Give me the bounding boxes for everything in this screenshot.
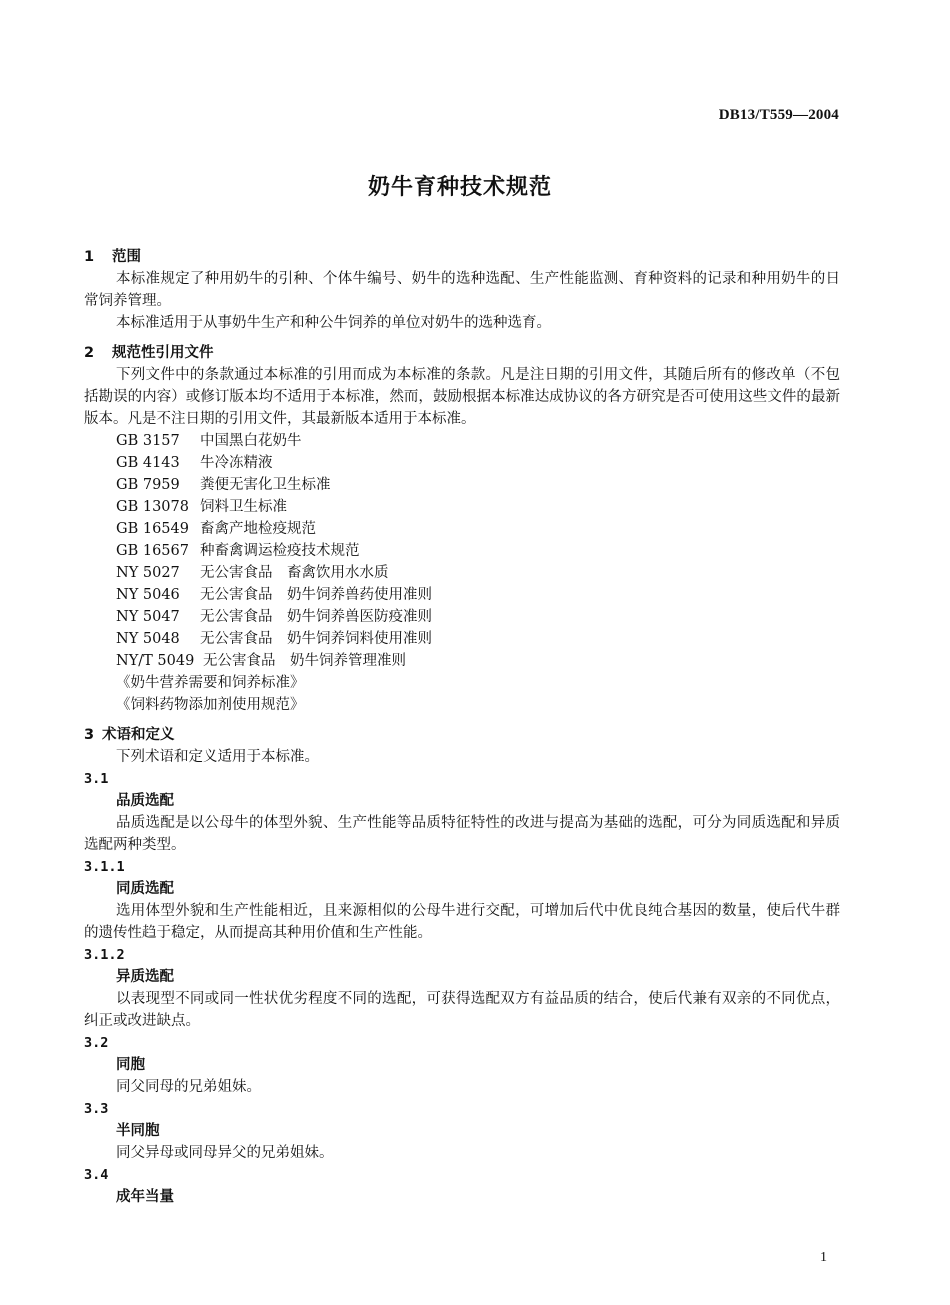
reference-code: NY 5047 bbox=[116, 609, 180, 625]
reference-item bbox=[84, 562, 840, 584]
reference-code: GB 7959 bbox=[116, 477, 180, 493]
term-number: 3.1.1 bbox=[84, 859, 125, 875]
term-number: 3.2 bbox=[84, 1035, 109, 1051]
reference-title: 无公害食品 奶牛饲养饲料使用准则 bbox=[200, 631, 432, 647]
standard-code: DB13/T559—2004 bbox=[718, 107, 839, 123]
term-number: 3.4 bbox=[84, 1167, 109, 1183]
reference-item bbox=[84, 584, 840, 606]
reference-code: GB 16549 bbox=[116, 521, 189, 537]
paragraph: 下列术语和定义适用于本标准。 bbox=[116, 749, 319, 765]
reference-item bbox=[84, 518, 840, 540]
reference-item bbox=[84, 628, 840, 650]
section-heading-terms bbox=[84, 724, 840, 746]
reference-code: NY 5046 bbox=[116, 587, 180, 603]
term-number: 3.1 bbox=[84, 771, 109, 787]
term-definition: 同父异母或同母异父的兄弟姐妹。 bbox=[116, 1145, 334, 1161]
reference-title: 种畜禽调运检疫技术规范 bbox=[200, 543, 360, 559]
term-definition: 品质选配是以公母牛的体型外貌、生产性能等品质特征特性的改进与提高为基础的选配，可分为同质选配和异质选配两种类型。 bbox=[84, 815, 840, 853]
reference-code: GB 4143 bbox=[116, 455, 180, 471]
reference-item bbox=[84, 540, 840, 562]
term-name: 成年当量 bbox=[116, 1189, 174, 1205]
section-number: 3 bbox=[84, 727, 95, 743]
paragraph: 本标准规定了种用奶牛的引种、个体牛编号、奶牛的选种选配、生产性能监测、育种资料的记录和种用奶牛的日常饲养管理。 bbox=[84, 271, 840, 309]
reference-code: NY 5048 bbox=[116, 631, 180, 647]
reference-code: GB 16567 bbox=[116, 543, 189, 559]
term-name: 半同胞 bbox=[116, 1123, 160, 1139]
reference-item bbox=[84, 606, 840, 628]
reference-title: 无公害食品 奶牛饲养管理准则 bbox=[203, 653, 406, 669]
reference-item bbox=[84, 496, 840, 518]
reference-book: 《奶牛营养需要和饲养标准》 bbox=[116, 675, 305, 691]
term-name: 品质选配 bbox=[116, 793, 174, 809]
page-number: 1 bbox=[820, 1250, 827, 1265]
term-number: 3.1.2 bbox=[84, 947, 125, 963]
reference-title: 饲料卫生标准 bbox=[200, 499, 287, 515]
reference-title: 无公害食品 奶牛饲养兽医防疫准则 bbox=[200, 609, 432, 625]
term-number: 3.3 bbox=[84, 1101, 109, 1117]
document-body bbox=[84, 246, 840, 1208]
reference-code: GB 3157 bbox=[116, 433, 180, 449]
reference-code: GB 13078 bbox=[116, 499, 189, 515]
term-definition: 选用体型外貌和生产性能相近，且来源相似的公母牛进行交配，可增加后代中优良纯合基因的数量，使后代牛群的遗传性趋于稳定，从而提高其种用价值和生产性能。 bbox=[84, 903, 840, 941]
reference-code: NY 5027 bbox=[116, 565, 180, 581]
reference-title: 牛冷冻精液 bbox=[200, 455, 273, 471]
reference-title: 畜禽产地检疫规范 bbox=[200, 521, 316, 537]
section-heading-scope bbox=[84, 246, 840, 268]
section-heading-normative-refs bbox=[84, 342, 840, 364]
paragraph: 下列文件中的条款通过本标准的引用而成为本标准的条款。凡是注日期的引用文件，其随后所有的修改单（不包括勘误的内容）或修订版本均不适用于本标准，然而，鼓励根据本标准达成协议的各方研究是否可使用这些文件的最新版本。凡是不注日期的引用文件，其最新版本适用于本标准。 bbox=[84, 367, 840, 427]
reference-item bbox=[84, 474, 840, 496]
reference-book: 《饲料药物添加剂使用规范》 bbox=[116, 697, 305, 713]
paragraph: 本标准适用于从事奶牛生产和种公牛饲养的单位对奶牛的选种选育。 bbox=[116, 315, 551, 331]
section-number: 2 bbox=[84, 345, 95, 361]
document-title: 奶牛育种技术规范 bbox=[367, 175, 552, 200]
section-title: 规范性引用文件 bbox=[112, 345, 214, 361]
term-name: 同胞 bbox=[116, 1057, 145, 1073]
reference-item bbox=[84, 430, 840, 452]
term-name: 异质选配 bbox=[116, 969, 174, 985]
reference-title: 中国黑白花奶牛 bbox=[200, 433, 302, 449]
reference-item bbox=[84, 650, 840, 672]
term-name: 同质选配 bbox=[116, 881, 174, 897]
reference-title: 无公害食品 奶牛饲养兽药使用准则 bbox=[200, 587, 432, 603]
section-title: 范围 bbox=[112, 249, 141, 265]
reference-title: 无公害食品 畜禽饮用水水质 bbox=[200, 565, 389, 581]
reference-item bbox=[84, 452, 840, 474]
reference-title: 粪便无害化卫生标准 bbox=[200, 477, 331, 493]
section-number: 1 bbox=[84, 249, 95, 265]
section-title: 术语和定义 bbox=[102, 727, 175, 743]
reference-code: NY/T 5049 bbox=[116, 653, 195, 669]
term-definition: 以表现型不同或同一性状优劣程度不同的选配，可获得选配双方有益品质的结合，使后代兼有双亲的不同优点，纠正或改进缺点。 bbox=[84, 991, 840, 1029]
term-definition: 同父同母的兄弟姐妹。 bbox=[116, 1079, 261, 1095]
